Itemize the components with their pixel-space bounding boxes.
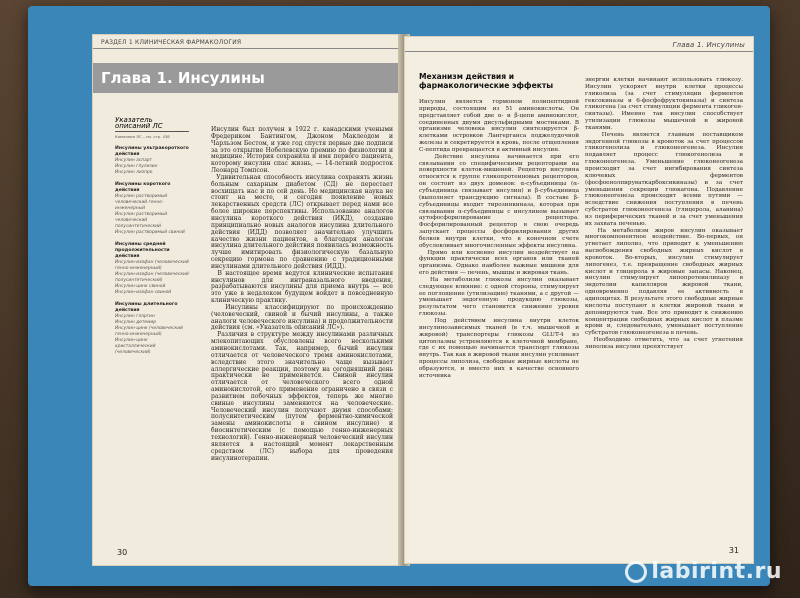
left-page xyxy=(92,34,402,566)
running-head-right: Глава 1. Инсулины xyxy=(405,37,753,52)
sidebar-drug-item: Инсулин детемир xyxy=(115,320,157,325)
labirint-watermark xyxy=(625,559,782,584)
sidebar-drug-item: Инсулин растворимый человеческий генно-инженерный xyxy=(115,194,168,211)
drug-index-sidebar xyxy=(115,117,189,537)
sidebar-drug-item: Инсулин-изофан (человеческий генно-инженерный) xyxy=(115,260,189,271)
sidebar-drug-item: Инсулин-изофан (человеческий полусинтетический) xyxy=(115,272,189,283)
sidebar-groups xyxy=(115,146,189,356)
sidebar-drug-item: Инсулин лизпро xyxy=(115,170,153,175)
left-body-text: Инсулин был получен в 1922 г. канадскими учеными Фредериком Бантингом, Джоном Маклеодом и Чарльзом Бестом, и уже год спустя первые две подписи за это открытие Нобелевскую премию по физиологии и медицине. История сохранила и имя первого пациента, которому инсулин спас жизнь, — 14-летний подросток Леонард Томпсон. Удивительная способность инсулина сохранять жизнь больным сахарным диабетом (СД) не перестает восхищать нас и по сей день. Но медицинская наука не стоит на месте, и сегодня появление новых лекарственных средств (ЛС) открывает перед нами все более широкие перспективы. Использование аналогов инсулина короткого действия (ИКД), создание принципиально новых аналогов инсулина длительного действия (ИДД) позволяет значительно улучшить качество жизни пациентов, а благодаря аналогам инсулина длительного действия появилась возможность лучше имитировать физиологическую базальную секрецию гормона по сравнению с традиционными инсулинами длительного действия (ИДД). В настоящее время ведутся клинические испытания инсулинов для интраназального введения, разрабатываются инсулины для приема внутрь — все это уже в недалеком будущем войдет в повседневную клиническую практику. Инсулины классифицируют по происхождению (человеческий, свиной и бычий инсулины, а также аналоги человеческого инсулина) и продолжительности действия (см. «Указатель описаний ЛС»). Различия в структуре между инсулинами различных млекопитающих обусловлены всего несколькими аминокислотами. Так, например, бычий инсулин отличается от человеческого тремя аминокислотами, вследствие этого значительно чаще вызывает аллергические реакции, поэтому на сегодняшний день практически не применяется. Свиной инсулин отличается от человеческого всего одной аминокислотой, его применение ограничено в связи с развитием побочных эффектов, теперь же многие свиные инсулины заменяются на человеческие. Человеческий инсулин получают двумя способами: полусинтетическим (путем ферментно-химической замены аминокислоты в свином инсулине) и биосинтетическим (с помощью генно-инженерных технологий). Генно-инженерный человеческий инсулин является в настоящий момент лекарственным средством (ЛС) выбора для проведения инсулинотерапии. xyxy=(211,126,393,462)
sidebar-drug-item: Инсулин-цинк кристаллический (человеческий) xyxy=(115,338,156,355)
sidebar-drug-item: Инсулин гларгин xyxy=(115,314,155,319)
right-column-2: энергии клетки начинают использовать глюкозу. Инсулин ускоряет внутри клетки процессы гликолиза (за счет стимуляции ферментов гексокиназы и 6-фосфофруктокиназы) и синтеза гликогена (за счет стимуляции фермента гликоген-синтазы). Именно так инсулин способствует утилизации глюкозы мышечной и жировой тканями. Печень является главным поставщиком эндогенной глюкозы в кровоток за счет процессов гликогенолиза и глюконеогенеза. Инсулин подавляет процесс глюкогенолиза и глюконеогенеза. Уменьшение глюконеогенеза происходит за счет ингибирования синтеза ключевых ферментов (фосфоенолпируваткарбоксикиназы) и за счет уменьшения секреции глюкагона. Подавление глюконеогенеза происходит всеми путями — вследствие снижения поступления в печень субстратов глюконеогенеза (глицерола, аланина) из периферических тканей и за счет уменьшения их захвата печенью. На метаболизм жиров инсулин оказывает многокомпонентное воздействие. Во-первых, он угнетает липолиз, что приводит к уменьшению высвобождения свободных жирных кислот в кровоток. Во-вторых, инсулин стимулирует липогенез, т.е. превращение свободных жирных кислот и глицерола в жировые запасы. Наконец, инсулин стимулирует липопротеинлипазу в эндотелии капилляров жировой ткани, одновременно подавляя ее активность в адипоцитах. В результате этого свободные жирные кислоты поступают в клетки жировой ткани и депонируются там. Все это приводит к снижению концентрации свободных жирных кислот в плазме крови и, следовательно, уменьшает поступление субстратов глюконеогенеза в печень. Необходимо отметить, что за счет угнетения липолиза инсулин препятствует xyxy=(585,77,744,350)
sidebar-drug-item: Инсулин глулизин xyxy=(115,164,158,169)
sidebar-group-heading: Инсулины ультракороткого действия xyxy=(115,146,189,157)
sidebar-drug-item: Инсулин растворимый человеческий полусинтетический xyxy=(115,212,168,229)
section-title: Механизм действия и фармакологические эффекты xyxy=(419,72,554,90)
sidebar-group-heading: Инсулины средней продолжительности действия xyxy=(115,242,170,259)
sidebar-group-heading: Инсулины длительного действия xyxy=(115,302,178,313)
sidebar-drug-item: Инсулин растворимый свиной xyxy=(115,230,185,235)
sidebar-drug-item: Инсулин аспарт xyxy=(115,158,153,163)
sidebar-drug-item: Инсулин-цинк свиной xyxy=(115,284,166,289)
sidebar-group-heading: Инсулины короткого действия xyxy=(115,182,171,193)
chapter-title: Глава 1. Инсулины xyxy=(93,63,401,93)
right-column-1: Инсулин является гормоном полипептидной природы, состоящим из 51 аминокислоты. Он представляет собой две α- и β-цепи аминокислот, соединенных двумя дисульфидными мостиками. В организме человека инсулин синтезируется β-клетками островков Лангерганса поджелудочной железы и секретируется в кровь, после отщепления С-пептида превращается в активный инсулин. Действие инсулина начинается при его связывании со специфическими рецепторами на поверхности клеток-мишеней. Рецептор инсулина относится к группе гликопротеиновых рецепторов, он состоит из двух доменов: α-субъединицы (α-субъединица связывает инсулин) и β-субъединица (выполняет трансдукцию сигнала). В составе β-субъединицы входит тирозинкиназа, которая при связывании α-субъединицы с инсулином вызывает аутофосфорилирование рецептора. Фосфорилированный рецептор в свою очередь запускает процессы фосфорилирования других белков внутри клетки, что в конечном счете обусловливает многочисленные эффекты инсулина. Прямо или косвенно инсулин воздействует на функции практически всех органов или тканей организма. Однако наиболее важные мишени для его действия — печень, мышцы и жировая ткань. На метаболизм глюкозы инсулин оказывает следующее влияние: с одной стороны, стимулирует ее поглощение (утилизацию) тканями, а с другой — уменьшает эндогенную продукцию глюкозы, результатом чего становится снижение уровня глюкозы. Под действием инсулина внутри клеток инсулинозависимых тканей (в т.ч. мышечной и жировой) транспортеры глюкозы GLUT-4 из цитоплазмы устремляются к клеточной мембране, где с их помощью начинается транспорт глюкозы внутрь. Так как в жировой ткани инсулин усиливает процессы липолиза, свободные жирные кислоты не образуются, и вместо них в качестве основного источника xyxy=(419,99,579,379)
running-head-left: РАЗДЕЛ 1 КЛИНИЧЕСКАЯ ФАРМАКОЛОГИЯ xyxy=(93,35,401,49)
watermark-text: labirint.ru xyxy=(651,559,782,584)
page-number-right: 31 xyxy=(728,546,739,555)
sidebar-title: Указатель описаний ЛС xyxy=(115,117,189,132)
labirint-logo-icon xyxy=(625,561,647,583)
sidebar-subtitle: Компания ЛС – см. стр. 438 xyxy=(115,134,170,139)
right-page xyxy=(404,36,754,564)
sidebar-drug-item: Инсулин-изофан свиной xyxy=(115,290,172,295)
page-number-left: 30 xyxy=(117,548,128,557)
sidebar-drug-item: Инсулин-цинк (человеческий генно-инженерный) xyxy=(115,326,183,337)
